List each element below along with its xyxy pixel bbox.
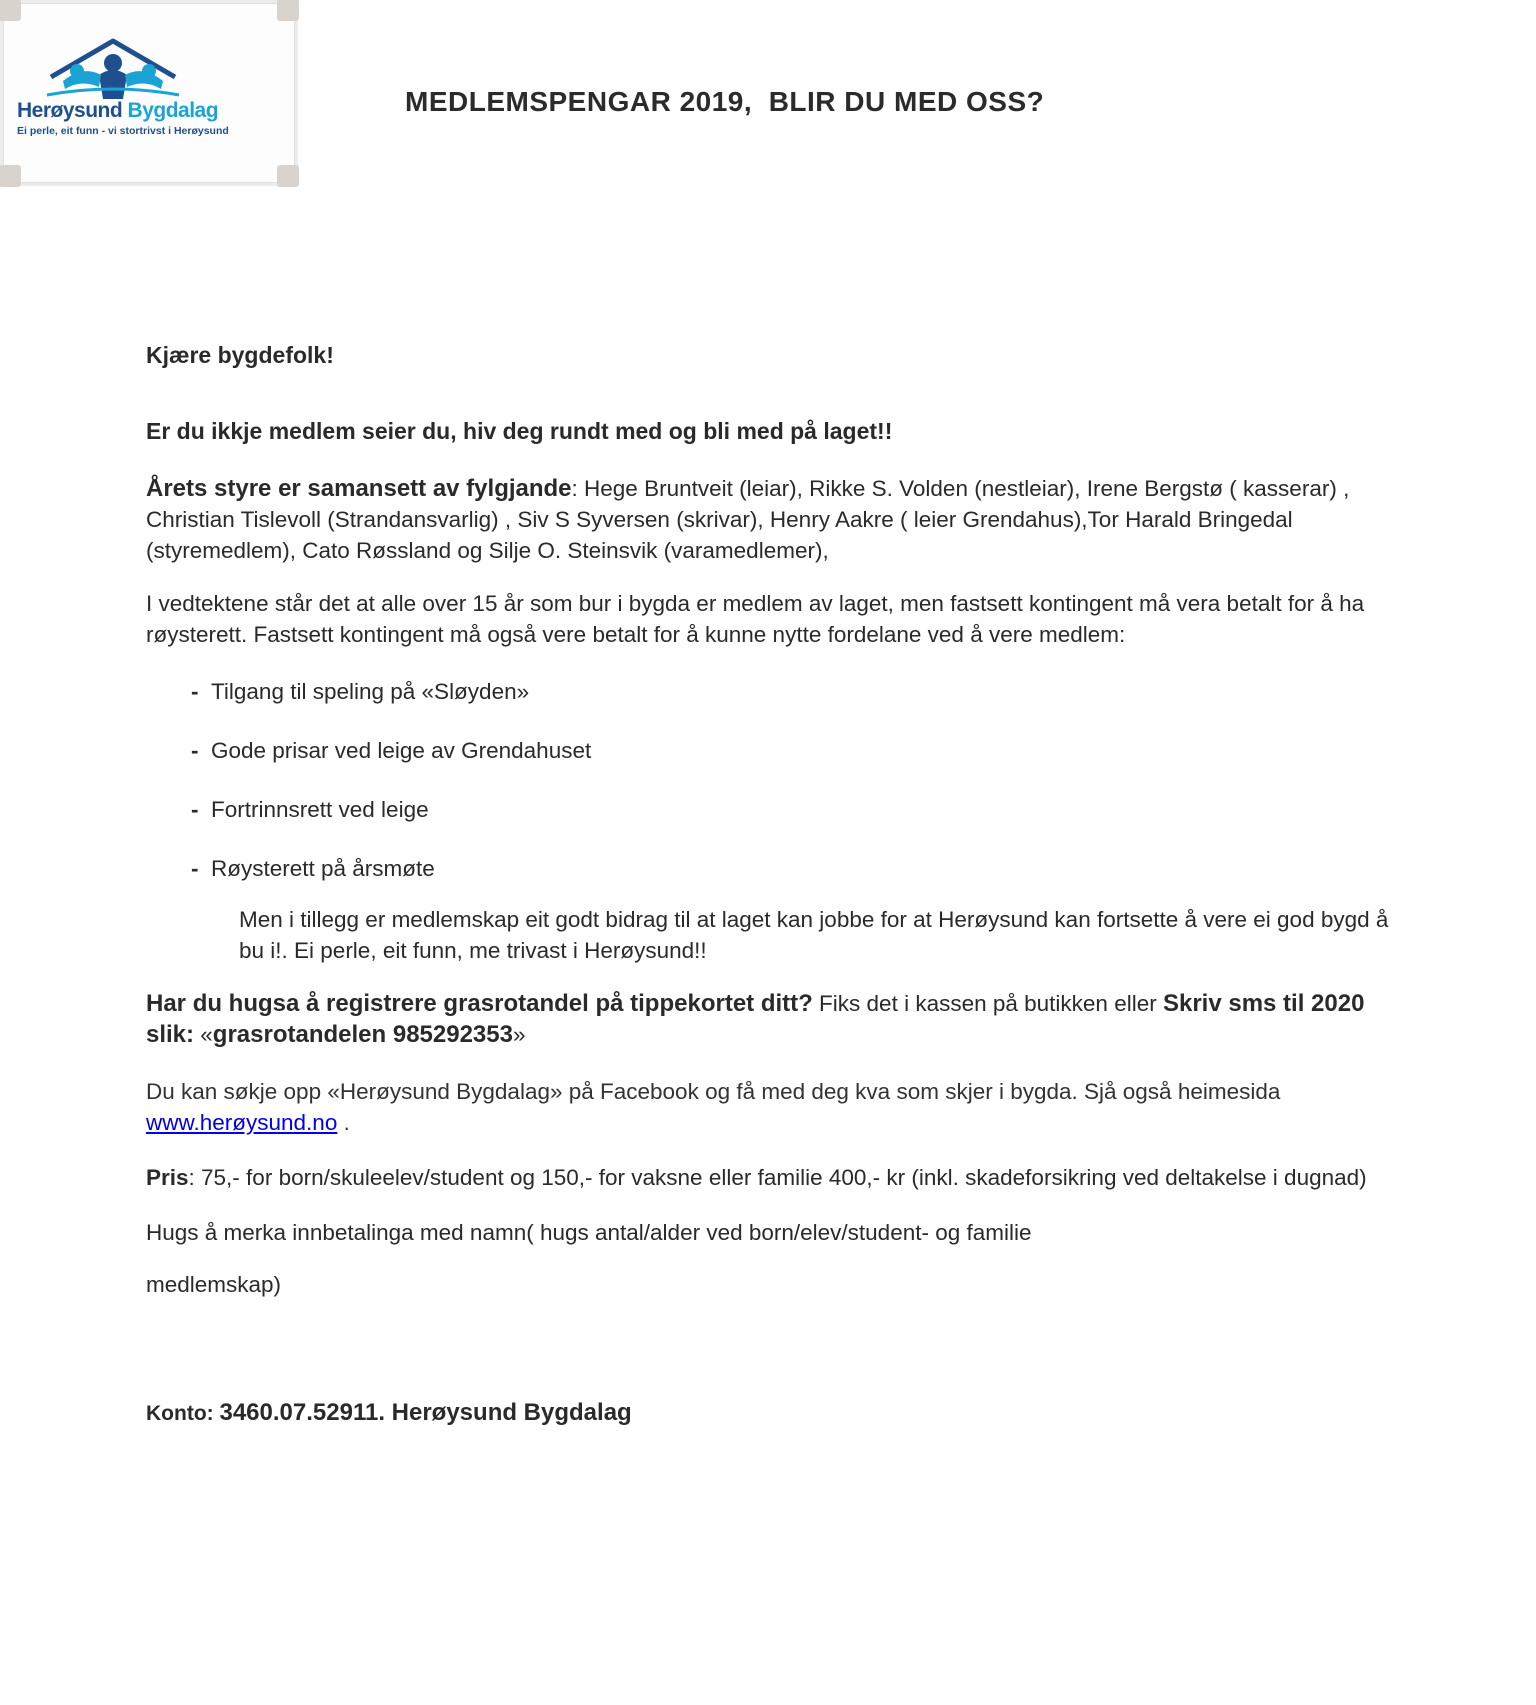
page-title: MEDLEMSPENGAR 2019, BLIR DU MED OSS? <box>405 86 1045 117</box>
greeting: Kjære bygdefolk! <box>146 342 334 368</box>
logo-name <box>17 99 218 123</box>
account-label: Konto: <box>146 1402 220 1425</box>
list-item <box>191 794 1396 825</box>
grasrot-quote-open: « <box>194 1022 213 1047</box>
logo-name-part2: Bygdalag <box>127 99 219 122</box>
grasrot-question: Har du hugsa å registrere grasrotandel på tippekortet ditt? <box>146 990 813 1017</box>
grasrot-sms: Skriv sms til 2020 slik: <box>146 990 1365 1048</box>
benefit-text: Røysterett på årsmøte <box>211 856 435 881</box>
facebook-paragraph <box>146 1076 1396 1138</box>
list-item <box>191 853 1396 884</box>
letter-body <box>146 340 1396 1429</box>
price-paragraph <box>146 1162 1396 1193</box>
frame-corner <box>277 0 299 21</box>
list-item <box>191 676 1396 707</box>
logo-tagline: Ei perle, eit funn - vi stortrivst i Herøysund <box>17 125 229 137</box>
bullet-dash-icon: - <box>191 797 199 822</box>
grasrot-middle: Fiks det i kassen på butikken eller <box>812 991 1163 1016</box>
frame-corner <box>277 165 299 187</box>
benefit-text: Gode prisar ved leige av Grendahuset <box>211 738 592 763</box>
board-paragraph <box>146 473 1396 566</box>
account-value: 3460.07.52911. Herøysund Bygdalag <box>219 1399 632 1426</box>
frame-corner <box>0 0 21 21</box>
board-members: : Hege Bruntveit (leiar), Rikke S. Volden (nestleiar), Irene Bergstø ( kasserar) , Christian Tislevoll (Strandansvarlig) , Siv S Syversen (skrivar), Henry Aakre ( leier Grendahus),Tor Harald Bringedal (styremedlem), Cato Røssland og Silje O. Steinsvik (varamedlemer), <box>146 476 1350 563</box>
grasrot-paragraph <box>146 988 1396 1050</box>
price-label: Pris <box>146 1165 189 1190</box>
benefits-list <box>146 676 1396 884</box>
bygdalag-logo-icon <box>43 35 183 101</box>
extra-paragraph: Men i tillegg er medlemskap eit godt bidrag til at laget kan jobbe for at Herøysund kan fortsette å vere ei god bygd å bu i!. Ei perle, eit funn, me trivast i Herøysund!! <box>239 907 1389 963</box>
price-text: : 75,- for born/skuleelev/student og 150,- for vaksne eller familie 400,- kr (inkl. skadeforsikring ved deltakelse i dugnad) <box>188 1165 1367 1190</box>
logo-name-part1: Herøysund <box>17 99 123 122</box>
homepage-link[interactable]: www.herøysund.no <box>146 1110 338 1135</box>
list-item <box>191 735 1396 766</box>
bullet-dash-icon: - <box>191 856 199 881</box>
benefit-text: Fortrinnsrett ved leige <box>211 797 429 822</box>
board-lead: Årets styre er samansett av fylgjande <box>146 475 572 502</box>
frame-corner <box>0 165 21 187</box>
account-line <box>146 1397 1396 1429</box>
benefit-text: Tilgang til speling på «Sløyden» <box>211 679 530 704</box>
intro-text: Er du ikkje medlem seier du, hiv deg rundt med og bli med på laget!! <box>146 418 893 444</box>
statutes-paragraph: I vedtektene står det at alle over 15 år som bur i bygda er medlem av laget, men fastsett kontingent må vera betalt for å ha røysterett. Fastsett kontingent må også vere betalt for å kunne nytte fordelane ved å vere medlem: <box>146 591 1365 647</box>
grasrot-quote-close: » <box>512 1022 526 1047</box>
bullet-dash-icon: - <box>191 738 199 763</box>
reminder-line-1: Hugs å merka innbetalinga med namn( hugs antal/alder ved born/elev/student- og familie <box>146 1220 1032 1245</box>
bullet-dash-icon: - <box>191 679 199 704</box>
logo-frame <box>0 0 298 186</box>
facebook-suffix: . <box>337 1110 350 1135</box>
grasrot-code: grasrotandelen 985292353 <box>212 1021 513 1048</box>
reminder-line-2: medlemskap) <box>146 1272 282 1297</box>
facebook-text: Du kan søkje opp «Herøysund Bygdalag» på Facebook og få med deg kva som skjer i bygda. Sjå også heimesida <box>146 1079 1281 1104</box>
